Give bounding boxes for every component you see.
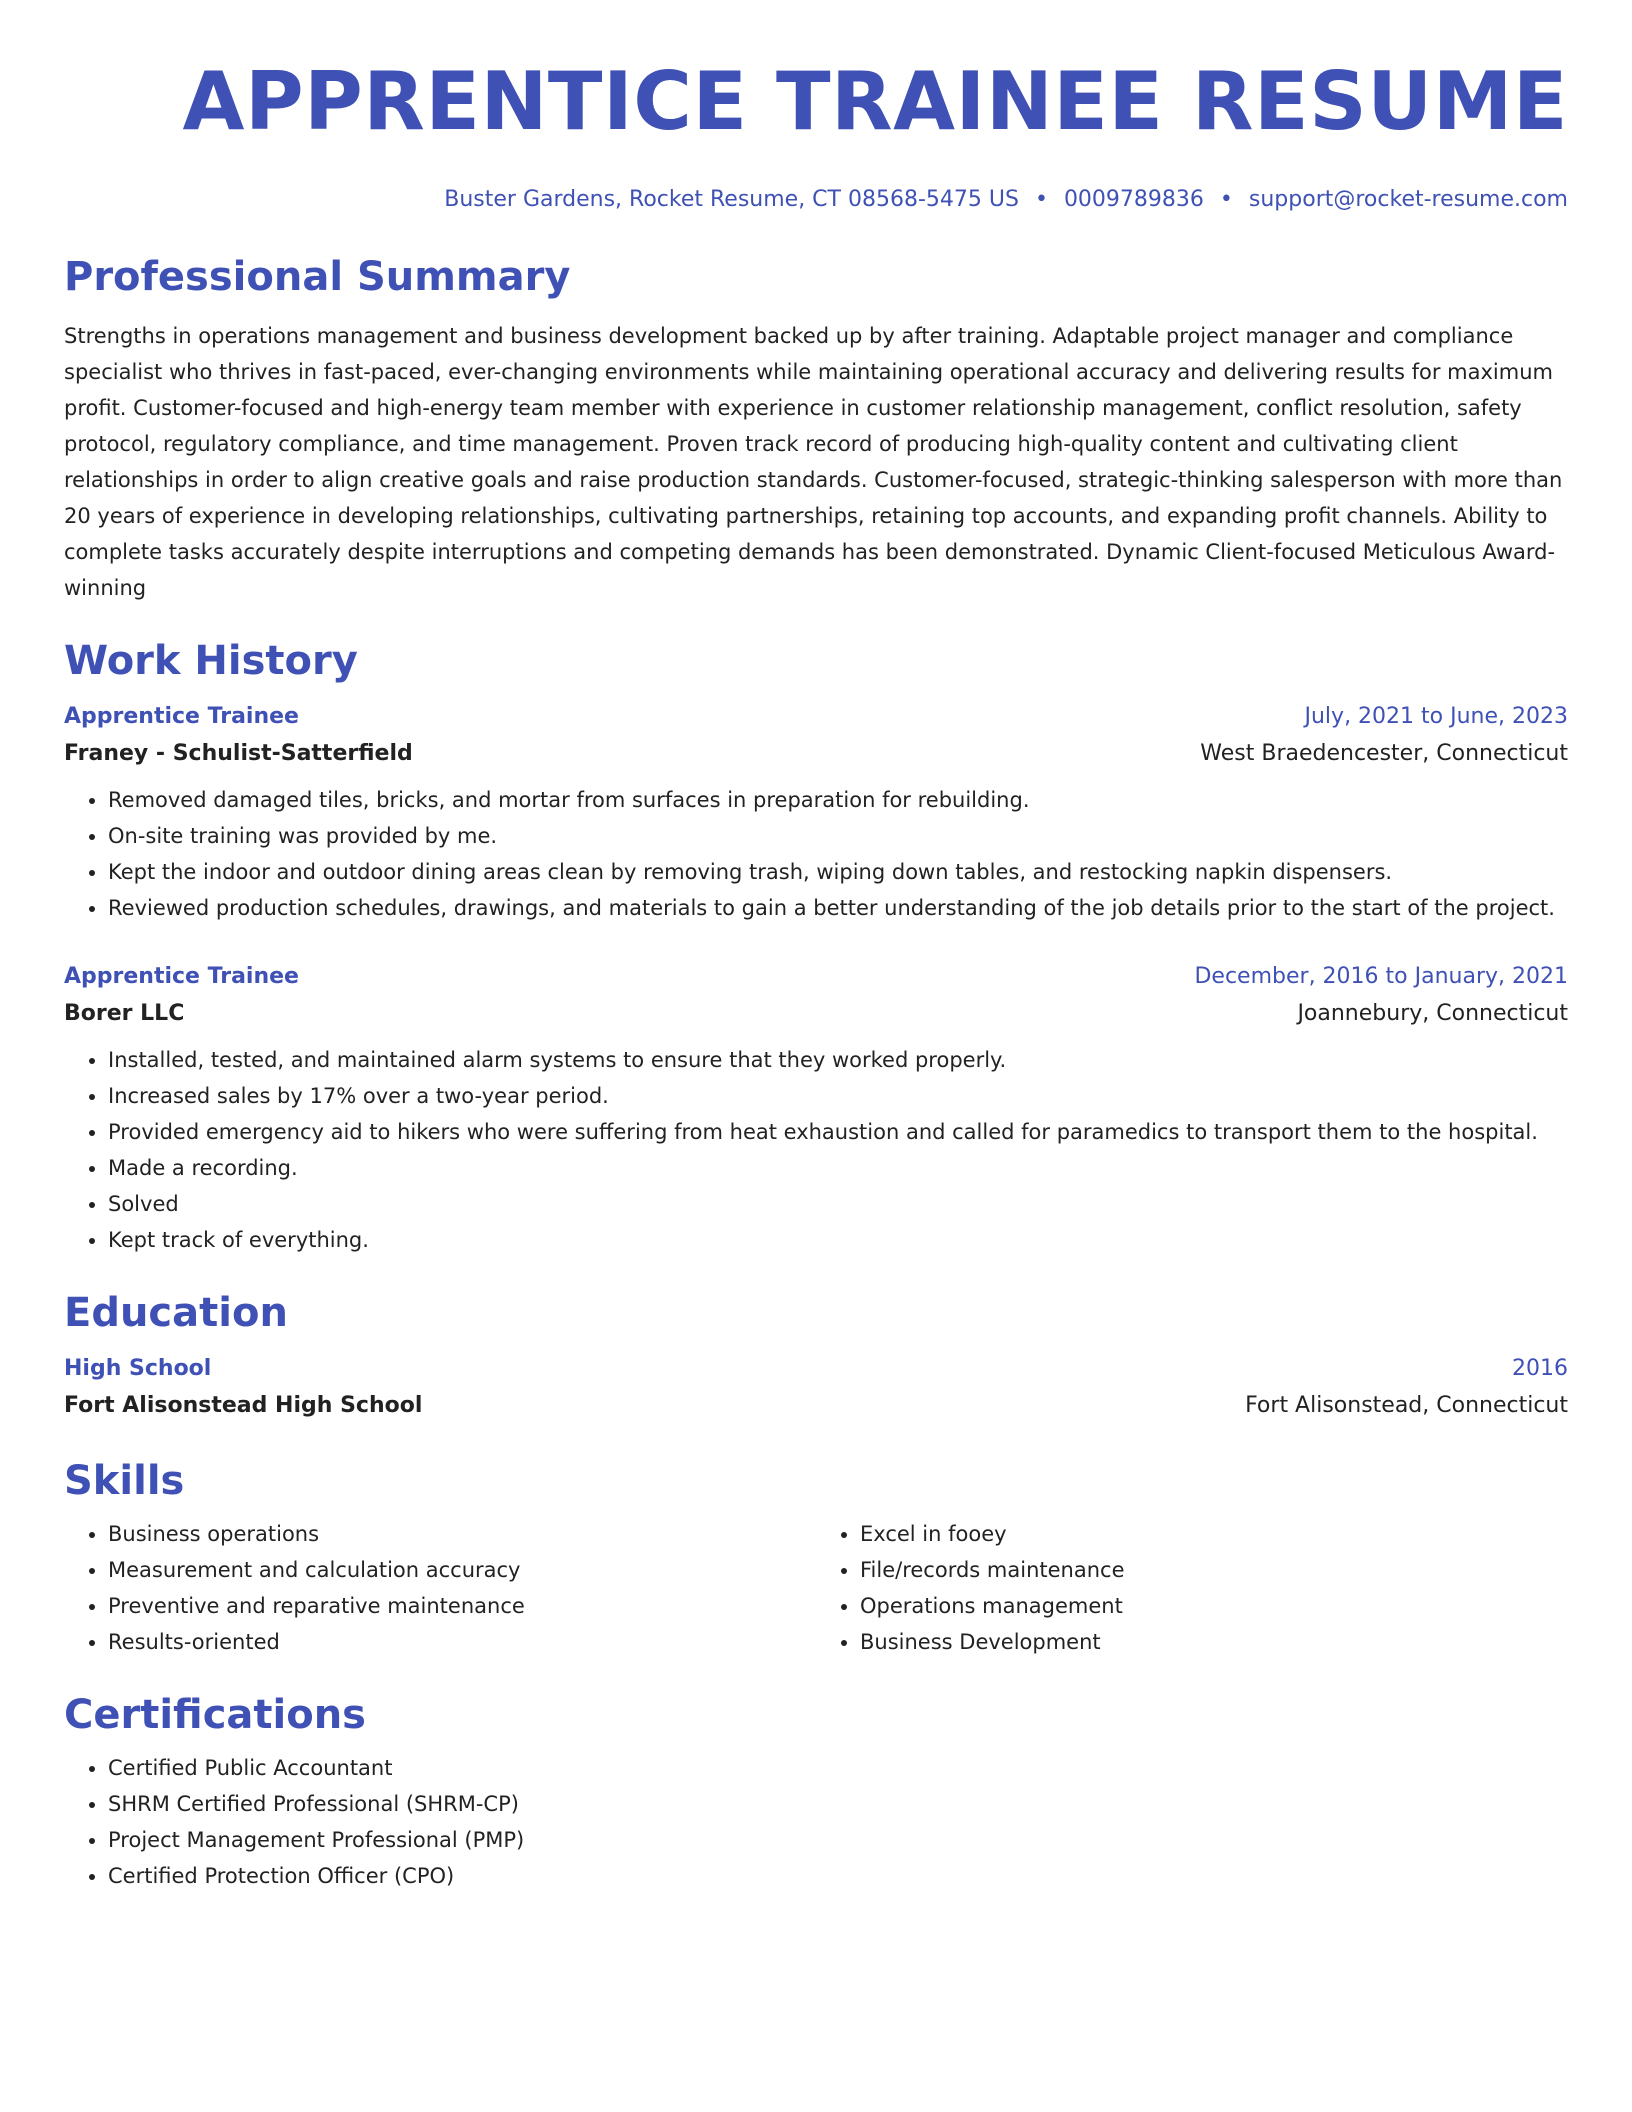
- list-item: • Removed damaged tiles, bricks, and mortar from surfaces in preparation for rebuilding.: [108, 782, 1568, 818]
- skill-item: • Excel in fooey: [860, 1516, 1568, 1552]
- certification-item: • SHRM Certified Professional (SHRM-CP): [108, 1786, 1568, 1822]
- skills-column-left: [64, 1516, 816, 1660]
- certification-item: • Certified Public Accountant: [108, 1750, 1568, 1786]
- list-item: • Kept the indoor and outdoor dining areas clean by removing trash, wiping down tables, and restocking napkin dispensers.: [108, 854, 1568, 890]
- job-employer: Franey - Schulist-Satterfield: [64, 741, 413, 766]
- education-year: 2016: [1512, 1356, 1568, 1381]
- education-entry: [64, 1352, 1568, 1426]
- certifications-heading: Certifications: [64, 1692, 366, 1738]
- contact-address: Buster Gardens, Rocket Resume, CT 08568-5475 US: [444, 187, 1019, 212]
- contact-separator: •: [1034, 187, 1048, 212]
- contact-info: [64, 184, 1568, 216]
- job-employer: Borer LLC: [64, 1001, 185, 1026]
- job-bullets: [64, 1042, 1568, 1258]
- skill-item: • Results-oriented: [108, 1624, 816, 1660]
- job-entry: [64, 700, 1568, 926]
- job-title: Apprentice Trainee: [64, 964, 299, 989]
- job-entry: [64, 960, 1568, 1258]
- skill-item: • Operations management: [860, 1588, 1568, 1624]
- list-item: • Kept track of everything.: [108, 1222, 1568, 1258]
- work-history-heading: Work History: [64, 638, 358, 684]
- resume-title: APPRENTICE TRAINEE RESUME: [182, 55, 1568, 148]
- job-location: West Braedencester, Connecticut: [1200, 741, 1568, 766]
- job-bullets: [64, 782, 1568, 926]
- list-item: • On-site training was provided by me.: [108, 818, 1568, 854]
- education-school: Fort Alisonstead High School: [64, 1393, 423, 1418]
- skill-item: • File/records maintenance: [860, 1552, 1568, 1588]
- education-degree: High School: [64, 1356, 212, 1381]
- summary-heading: Professional Summary: [64, 254, 571, 300]
- list-item: • Made a recording.: [108, 1150, 1568, 1186]
- list-item: • Provided emergency aid to hikers who were suffering from heat exhaustion and called for paramedics to transport them to the hospital.: [108, 1114, 1568, 1150]
- skill-item: • Preventive and reparative maintenance: [108, 1588, 816, 1624]
- certification-item: • Project Management Professional (PMP): [108, 1822, 1568, 1858]
- skills-heading: Skills: [64, 1458, 185, 1504]
- education-heading: Education: [64, 1290, 288, 1336]
- list-item: • Solved: [108, 1186, 1568, 1222]
- education-location: Fort Alisonstead, Connecticut: [1245, 1393, 1568, 1418]
- certifications-list: [64, 1750, 1568, 1894]
- list-item: • Increased sales by 17% over a two-year period.: [108, 1078, 1568, 1114]
- certification-item: • Certified Protection Officer (CPO): [108, 1858, 1568, 1894]
- skill-item: • Business Development: [860, 1624, 1568, 1660]
- contact-phone[interactable]: 0009789836: [1063, 187, 1204, 212]
- list-item: • Installed, tested, and maintained alarm systems to ensure that they worked properly.: [108, 1042, 1568, 1078]
- job-dates: December, 2016 to January, 2021: [1194, 964, 1568, 989]
- skills-column-right: [816, 1516, 1568, 1660]
- skill-item: • Business operations: [108, 1516, 816, 1552]
- job-dates: July, 2021 to June, 2023: [1304, 704, 1568, 729]
- skill-item: • Measurement and calculation accuracy: [108, 1552, 816, 1588]
- resume-page: [64, 52, 1568, 1894]
- contact-email[interactable]: support@rocket-resume.com: [1248, 187, 1568, 212]
- contact-separator: •: [1219, 187, 1233, 212]
- job-title: Apprentice Trainee: [64, 704, 299, 729]
- skills-list: [64, 1516, 1568, 1660]
- summary-text: Strengths in operations management and business development backed up by after training. Adaptable project manager and compliance specialist who thrives in fast-paced, ever-changing environments while maintaining operational accuracy and delivering results for maximum profit. Customer-focused and high-energy team member with experience in customer relationship management, conflict resolution, safety protocol, regulatory compliance, and time management. Proven track record of producing high-quality content and cultivating client relationships in order to align creative goals and raise production standards. Customer-focused, strategic-thinking salesperson with more than 20 years of experience in developing relationships, cultivating partnerships, retaining top accounts, and expanding profit channels. Ability to complete tasks accurately despite interruptions and competing demands has been demonstrated. Dynamic Client-focused Meticulous Award-winning: [64, 324, 1563, 600]
- job-location: Joannebury, Connecticut: [1297, 1001, 1568, 1026]
- list-item: • Reviewed production schedules, drawings, and materials to gain a better understanding of the job details prior to the start of the project.: [108, 890, 1568, 926]
